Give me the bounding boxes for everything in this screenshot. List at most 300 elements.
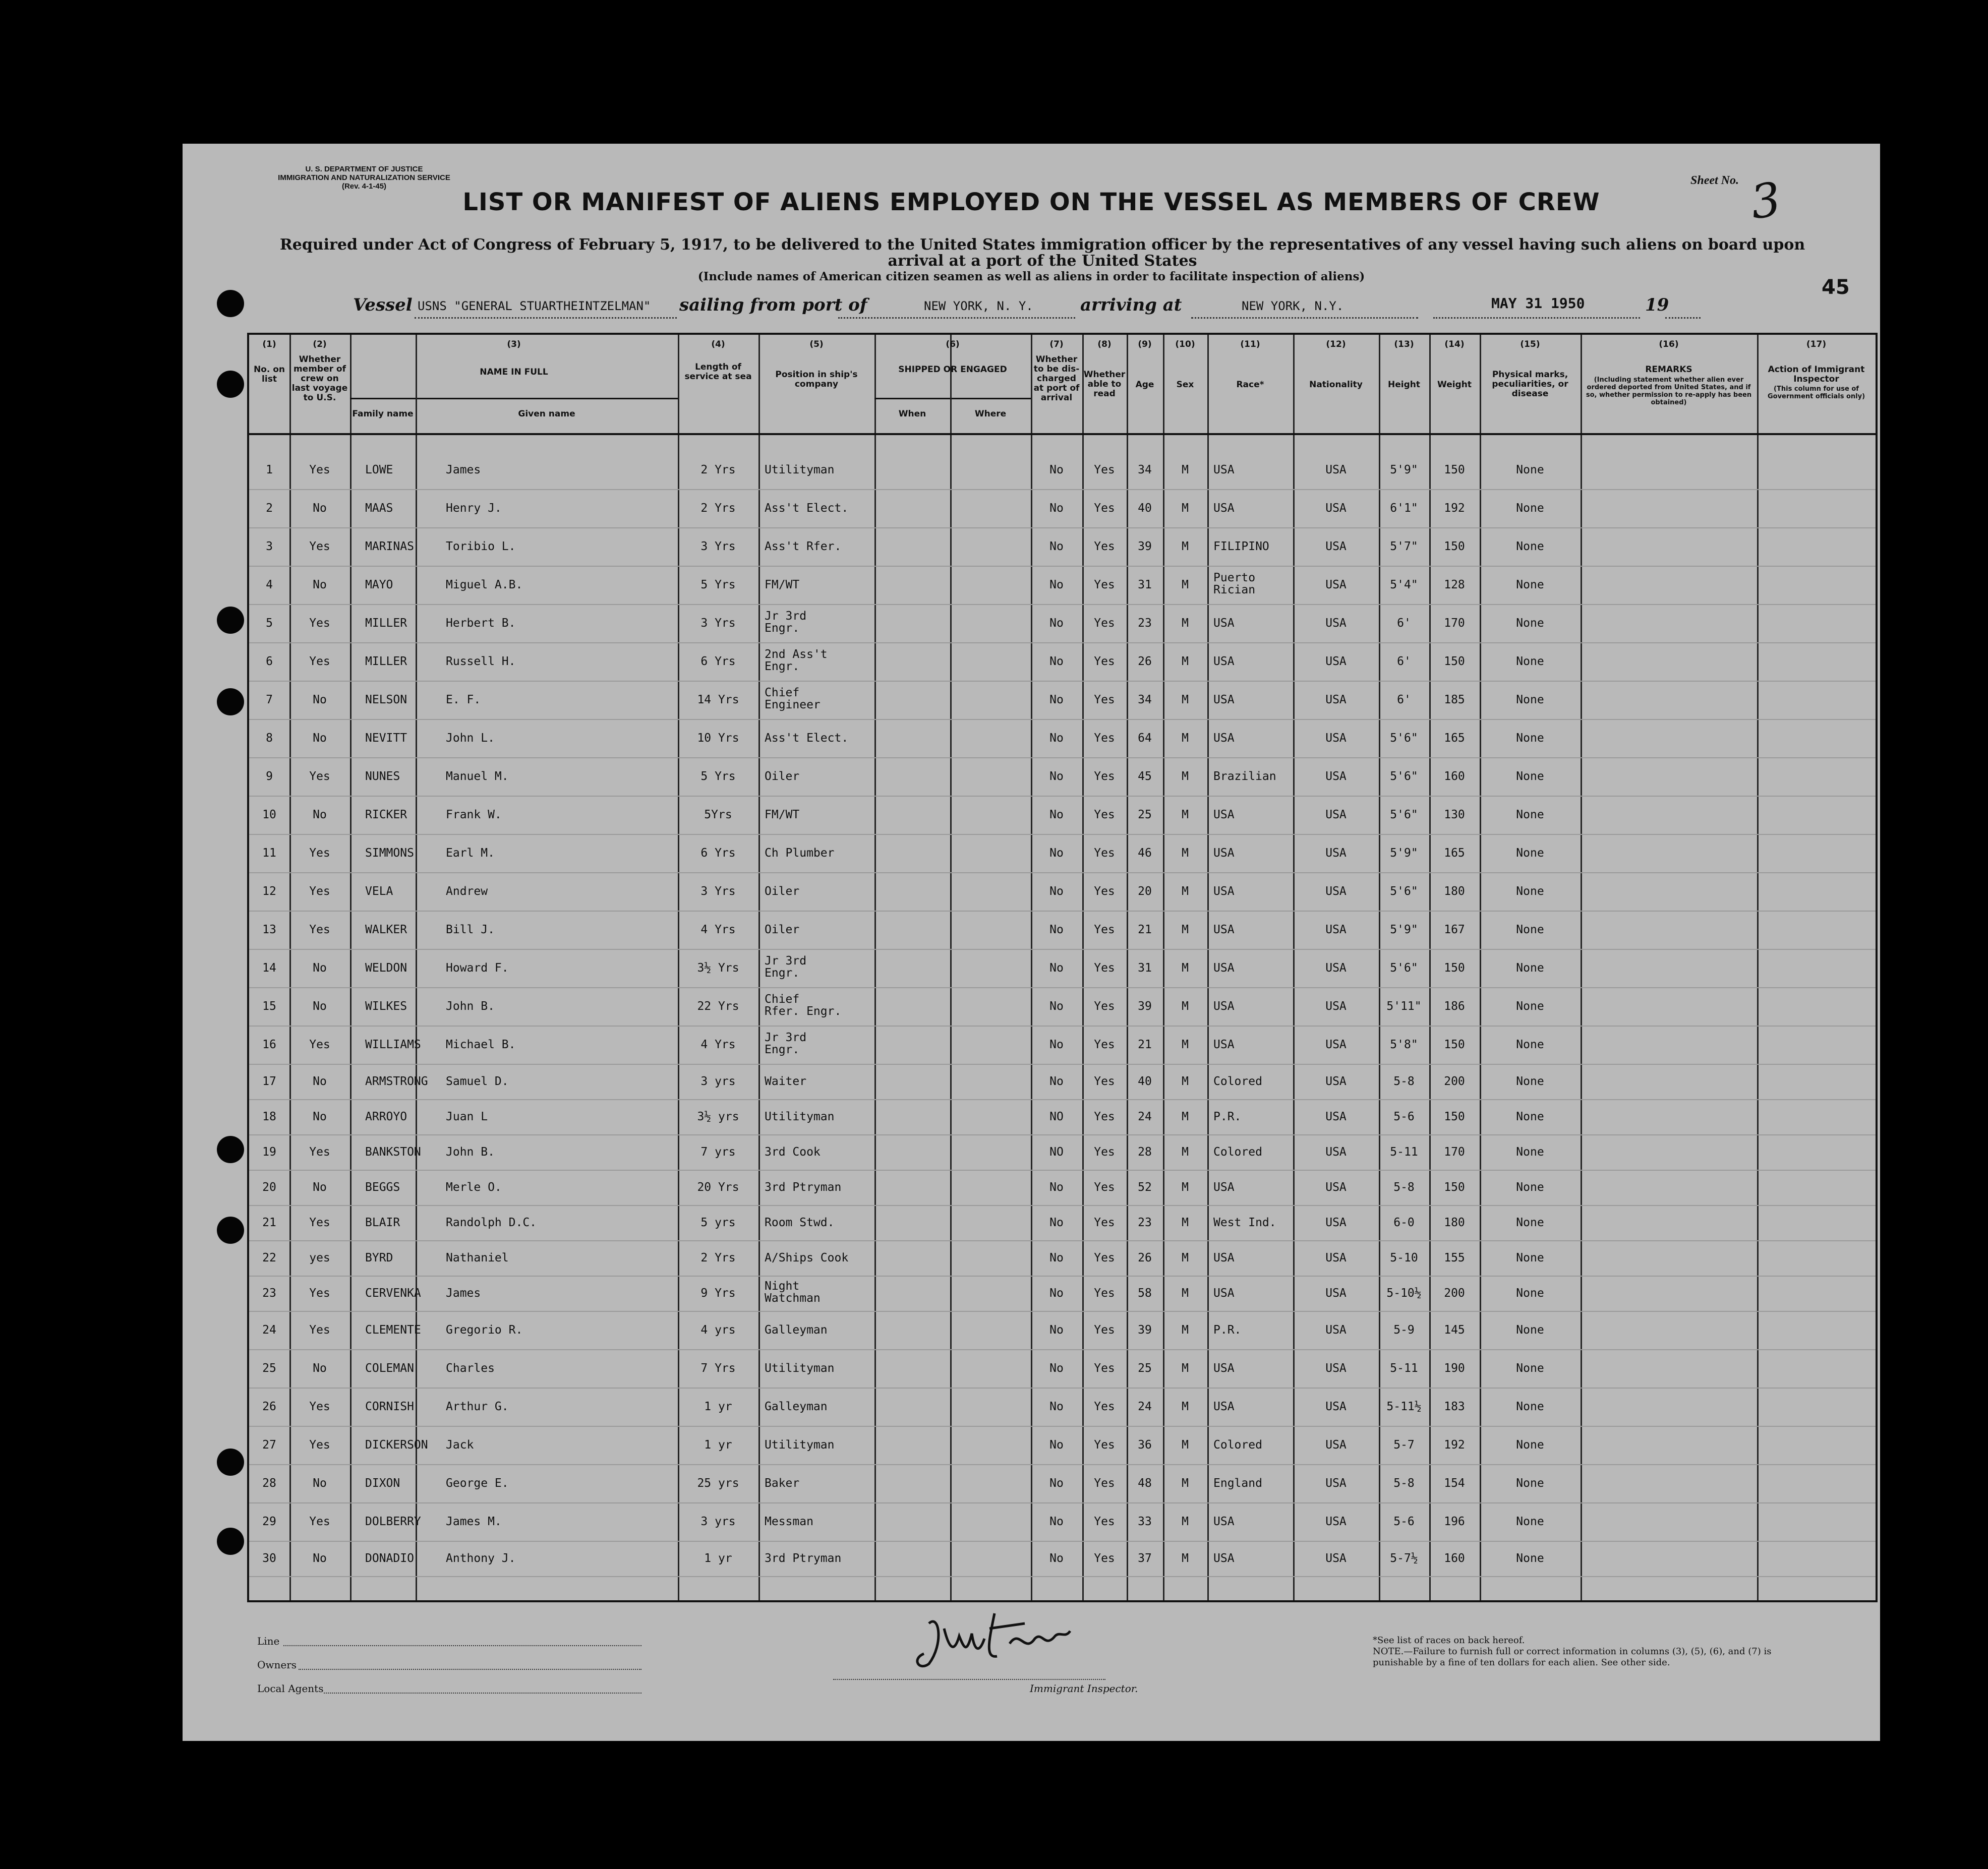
crew-weight-cell: 183 (1444, 1400, 1465, 1413)
crew-age-cell: 26 (1138, 655, 1152, 668)
row-number: 19 (262, 1145, 276, 1159)
crew-marks-cell: None (1516, 578, 1544, 591)
crew-position-cell: 2nd Ass't Engr. (765, 648, 828, 673)
crew-marks-cell: None (1516, 693, 1544, 706)
crew-race-cell: USA (1213, 1287, 1235, 1300)
crew-race-cell: USA (1213, 1251, 1235, 1264)
crew-nat-cell: USA (1325, 770, 1347, 783)
crew-height-cell: 5-10½ (1386, 1287, 1422, 1300)
column-header: (15) (1520, 339, 1540, 349)
arriving-port: NEW YORK, N.Y. (1242, 299, 1344, 313)
row-number: 4 (266, 578, 273, 591)
crew-sex-cell: M (1182, 693, 1189, 706)
crew-marks-cell: None (1516, 1287, 1544, 1300)
crew-height-cell: 5-11 (1390, 1362, 1418, 1375)
row-number: 27 (262, 1438, 276, 1452)
crew-given-cell: E. F. (446, 693, 481, 706)
row-number: 9 (266, 770, 273, 783)
crew-given-cell: Charles (446, 1362, 495, 1375)
crew-nat-cell: USA (1325, 1400, 1347, 1413)
fine-note: NOTE.—Failure to furnish full or correct information in columns (3), (5), (6), and (7) is punishable by a fine of ten dollars for each alien. See other side. (1373, 1646, 1772, 1668)
crew-marks-cell: None (1516, 1362, 1544, 1375)
crew-given-cell: Anthony J. (446, 1552, 516, 1565)
crew-disch-cell: No (1049, 808, 1064, 821)
crew-service-cell: 7 Yrs (700, 1362, 736, 1375)
crew-height-cell: 5'9" (1390, 923, 1418, 936)
crew-height-cell: 5'6" (1390, 961, 1418, 975)
crew-race-cell: USA (1213, 732, 1235, 745)
row-number: 2 (266, 502, 273, 515)
crew-nat-cell: USA (1325, 847, 1347, 860)
crew-read-cell: Yes (1094, 693, 1115, 706)
crew-family-cell: DONADIO (365, 1552, 414, 1565)
crew-marks-cell: None (1516, 732, 1544, 745)
crew-last-cell: No (313, 1075, 327, 1088)
crew-sex-cell: M (1182, 847, 1189, 860)
crew-given-cell: James M. (446, 1515, 502, 1528)
crew-disch-cell: No (1049, 502, 1064, 515)
crew-service-cell: 6 Yrs (700, 655, 736, 668)
crew-read-cell: Yes (1094, 1145, 1115, 1159)
crew-weight-cell: 160 (1444, 1552, 1465, 1565)
crew-disch-cell: No (1049, 1323, 1064, 1337)
crew-age-cell: 40 (1138, 502, 1152, 515)
row-rule (249, 1541, 1876, 1542)
crew-sex-cell: M (1182, 1216, 1189, 1229)
crew-sex-cell: M (1182, 1362, 1189, 1375)
column-header: Sex (1176, 380, 1194, 390)
crew-disch-cell: No (1049, 1400, 1064, 1413)
crew-marks-cell: None (1516, 1552, 1544, 1565)
signature-rule (833, 1679, 1105, 1680)
crew-read-cell: Yes (1094, 1251, 1115, 1264)
races-note: *See list of races on back hereof. (1373, 1635, 1525, 1646)
crew-height-cell: 5-8 (1393, 1477, 1415, 1490)
crew-position-cell: Oiler (765, 885, 800, 898)
crew-marks-cell: None (1516, 1477, 1544, 1490)
row-number: 29 (262, 1515, 276, 1528)
crew-weight-cell: 192 (1444, 1438, 1465, 1452)
column-header: Length of service at sea (684, 362, 752, 382)
crew-nat-cell: USA (1325, 923, 1347, 936)
crew-race-cell: USA (1213, 1038, 1235, 1051)
crew-read-cell: Yes (1094, 540, 1115, 553)
crew-race-cell: West Ind. (1213, 1216, 1276, 1229)
crew-weight-cell: 185 (1444, 693, 1465, 706)
crew-height-cell: 5'6" (1390, 770, 1418, 783)
crew-given-cell: Manuel M. (446, 770, 509, 783)
crew-position-cell: Ch Plumber (765, 847, 835, 860)
arrival-date: MAY 31 1950 (1491, 295, 1585, 312)
row-number: 26 (262, 1400, 276, 1413)
crew-marks-cell: None (1516, 463, 1544, 476)
crew-position-cell: Galleyman (765, 1323, 828, 1337)
crew-marks-cell: None (1516, 1251, 1544, 1264)
column-rule (950, 335, 952, 1600)
crew-given-cell: Nathaniel (446, 1251, 509, 1264)
crew-height-cell: 5-8 (1393, 1075, 1415, 1088)
column-rule (1207, 335, 1209, 1600)
row-rule (249, 1240, 1876, 1241)
crew-disch-cell: No (1049, 540, 1064, 553)
row-rule (249, 796, 1876, 797)
crew-read-cell: Yes (1094, 463, 1115, 476)
crew-family-cell: WILLIAMS (365, 1038, 421, 1051)
year-label: 19 (1645, 295, 1669, 315)
column-header: (3) (507, 339, 521, 349)
crew-family-cell: DIXON (365, 1477, 400, 1490)
crew-height-cell: 5-6 (1393, 1110, 1415, 1123)
row-number: 1 (266, 463, 273, 476)
crew-height-cell: 5-8 (1393, 1181, 1415, 1194)
row-rule (249, 1064, 1876, 1065)
crew-age-cell: 39 (1138, 1000, 1152, 1013)
crew-read-cell: Yes (1094, 1552, 1115, 1565)
row-rule (249, 834, 1876, 835)
crew-position-cell: Utilityman (765, 463, 835, 476)
row-rule (249, 719, 1876, 720)
column-header: (4) (711, 339, 725, 349)
crew-weight-cell: 165 (1444, 847, 1465, 860)
crew-nat-cell: USA (1325, 655, 1347, 668)
column-header: Height (1388, 380, 1420, 390)
column-header: Whether to be dis-charged at port of arrival (1033, 354, 1080, 403)
crew-nat-cell: USA (1325, 1477, 1347, 1490)
row-number: 8 (266, 732, 273, 745)
crew-sex-cell: M (1182, 1038, 1189, 1051)
crew-service-cell: 7 yrs (700, 1145, 736, 1159)
local-agents-label: Local Agents (257, 1682, 324, 1695)
crew-position-cell: Chief Rfer. Engr. (765, 993, 842, 1018)
crew-marks-cell: None (1516, 1438, 1544, 1452)
crew-read-cell: Yes (1094, 1038, 1115, 1051)
crew-last-cell: No (313, 1477, 327, 1490)
crew-age-cell: 58 (1138, 1287, 1152, 1300)
crew-position-cell: Utilityman (765, 1110, 835, 1123)
crew-service-cell: 14 Yrs (697, 693, 739, 706)
crew-weight-cell: 170 (1444, 617, 1465, 630)
crew-family-cell: NUNES (365, 770, 400, 783)
crew-position-cell: A/Ships Cook (765, 1251, 849, 1264)
crew-weight-cell: 192 (1444, 502, 1465, 515)
crew-read-cell: Yes (1094, 732, 1115, 745)
crew-given-cell: Randolph D.C. (446, 1216, 537, 1229)
crew-weight-cell: 150 (1444, 1181, 1465, 1194)
crew-last-cell: No (313, 1181, 327, 1194)
column-header: When (898, 409, 926, 419)
crew-age-cell: 23 (1138, 617, 1152, 630)
row-rule (249, 642, 1876, 643)
crew-race-cell: USA (1213, 502, 1235, 515)
crew-read-cell: Yes (1094, 578, 1115, 591)
crew-marks-cell: None (1516, 847, 1544, 860)
crew-nat-cell: USA (1325, 732, 1347, 745)
row-number: 11 (262, 847, 276, 860)
crew-nat-cell: USA (1325, 1438, 1347, 1452)
crew-last-cell: Yes (309, 1216, 330, 1229)
agency-line: IMMIGRATION AND NATURALIZATION SERVICE (278, 173, 450, 182)
crew-race-cell: England (1213, 1477, 1262, 1490)
crew-last-cell: No (313, 1000, 327, 1013)
crew-sex-cell: M (1182, 1552, 1189, 1565)
crew-sex-cell: M (1182, 617, 1189, 630)
crew-nat-cell: USA (1325, 463, 1347, 476)
crew-last-cell: Yes (309, 1287, 330, 1300)
crew-age-cell: 46 (1138, 847, 1152, 860)
crew-race-cell: USA (1213, 693, 1235, 706)
crew-last-cell: Yes (309, 1400, 330, 1413)
crew-age-cell: 26 (1138, 1251, 1152, 1264)
crew-age-cell: 39 (1138, 1323, 1152, 1337)
punch-hole (217, 371, 244, 398)
crew-given-cell: Bill J. (446, 923, 495, 936)
column-header: (5) (809, 339, 824, 349)
crew-service-cell: 1 yr (704, 1552, 732, 1565)
crew-last-cell: Yes (309, 463, 330, 476)
crew-service-cell: 22 Yrs (697, 1000, 739, 1013)
sailing-label: sailing from port of (679, 295, 867, 315)
crew-weight-cell: 180 (1444, 885, 1465, 898)
column-header: (9) (1138, 339, 1152, 349)
row-rule (249, 1205, 1876, 1206)
row-rule (249, 987, 1876, 988)
crew-nat-cell: USA (1325, 1000, 1347, 1013)
crew-nat-cell: USA (1325, 885, 1347, 898)
crew-disch-cell: No (1049, 885, 1064, 898)
crew-height-cell: 5'7" (1390, 540, 1418, 553)
column-header: Weight (1437, 380, 1472, 390)
crew-position-cell: Chief Engineer (765, 686, 821, 711)
crew-disch-cell: No (1049, 463, 1064, 476)
crew-marks-cell: None (1516, 770, 1544, 783)
crew-height-cell: 5'9" (1390, 463, 1418, 476)
row-number: 14 (262, 961, 276, 975)
column-header: (12) (1326, 339, 1346, 349)
crew-service-cell: 3 Yrs (700, 885, 736, 898)
row-rule (249, 527, 1876, 528)
crew-sex-cell: M (1182, 578, 1189, 591)
crew-weight-cell: 150 (1444, 1038, 1465, 1051)
manifest-sheet (183, 144, 1880, 1741)
column-header: NAME IN FULL (480, 367, 548, 377)
crew-last-cell: Yes (309, 655, 330, 668)
crew-position-cell: Waiter (765, 1075, 807, 1088)
crew-age-cell: 34 (1138, 463, 1152, 476)
crew-weight-cell: 154 (1444, 1477, 1465, 1490)
crew-read-cell: Yes (1094, 961, 1115, 975)
crew-height-cell: 5'6" (1390, 732, 1418, 745)
crew-weight-cell: 150 (1444, 655, 1465, 668)
crew-read-cell: Yes (1094, 1515, 1115, 1528)
column-header: Where (974, 409, 1007, 419)
crew-marks-cell: None (1516, 1515, 1544, 1528)
document-subtitle-2: (Include names of American citizen seamen as well as aliens in order to facilitate inspection of aliens) (697, 270, 1365, 283)
crew-height-cell: 6'1" (1390, 502, 1418, 515)
crew-sex-cell: M (1182, 1000, 1189, 1013)
crew-weight-cell: 150 (1444, 540, 1465, 553)
crew-disch-cell: No (1049, 578, 1064, 591)
crew-sex-cell: M (1182, 540, 1189, 553)
row-rule (249, 757, 1876, 758)
crew-position-cell: Ass't Elect. (765, 502, 849, 515)
crew-family-cell: BANKSTON (365, 1145, 421, 1159)
crew-age-cell: 45 (1138, 770, 1152, 783)
crew-disch-cell: No (1049, 1075, 1064, 1088)
row-number: 20 (262, 1181, 276, 1194)
crew-last-cell: No (313, 1552, 327, 1565)
crew-race-cell: FILIPINO (1213, 540, 1269, 553)
crew-family-cell: WILKES (365, 1000, 407, 1013)
crew-read-cell: Yes (1094, 1323, 1115, 1337)
column-header: Given name (518, 409, 575, 419)
crew-race-cell: USA (1213, 1400, 1235, 1413)
crew-position-cell: Ass't Elect. (765, 732, 849, 745)
column-header: (13) (1394, 339, 1414, 349)
crew-disch-cell: No (1049, 1552, 1064, 1565)
crew-age-cell: 36 (1138, 1438, 1152, 1452)
crew-marks-cell: None (1516, 540, 1544, 553)
column-header: Whether member of crew on last voyage to U.S. (291, 354, 348, 403)
crew-family-cell: NEVITT (365, 732, 407, 745)
crew-height-cell: 5-10 (1390, 1251, 1418, 1264)
crew-family-cell: ARROYO (365, 1110, 407, 1123)
crew-sex-cell: M (1182, 1400, 1189, 1413)
crew-service-cell: 2 Yrs (700, 502, 736, 515)
column-header: Race* (1236, 380, 1264, 390)
crew-nat-cell: USA (1325, 578, 1347, 591)
crew-weight-cell: 167 (1444, 923, 1465, 936)
crew-given-cell: Miguel A.B. (446, 578, 523, 591)
column-header: Family name (352, 409, 414, 419)
crew-nat-cell: USA (1325, 1038, 1347, 1051)
crew-disch-cell: No (1049, 1000, 1064, 1013)
row-number: 18 (262, 1110, 276, 1123)
crew-position-cell: 3rd Cook (765, 1145, 821, 1159)
crew-disch-cell: No (1049, 847, 1064, 860)
crew-family-cell: COLEMAN (365, 1362, 414, 1375)
crew-table (247, 333, 1878, 1602)
crew-weight-cell: 130 (1444, 808, 1465, 821)
column-header: Action of Immigrant Inspector (1768, 365, 1865, 384)
row-number: 7 (266, 693, 273, 706)
row-rule (249, 1276, 1876, 1277)
crew-age-cell: 28 (1138, 1145, 1152, 1159)
crew-age-cell: 25 (1138, 1362, 1152, 1375)
crew-disch-cell: No (1049, 1181, 1064, 1194)
crew-position-cell: 3rd Ptryman (765, 1552, 842, 1565)
agency-line: (Rev. 4-1-45) (341, 182, 387, 191)
crew-marks-cell: None (1516, 1000, 1544, 1013)
sheet-label: Sheet No. (1690, 174, 1739, 187)
crew-height-cell: 5-7 (1393, 1438, 1415, 1452)
crew-last-cell: Yes (309, 923, 330, 936)
crew-position-cell: Messman (765, 1515, 813, 1528)
crew-race-cell: P.R. (1213, 1110, 1242, 1123)
column-header: (10) (1175, 339, 1195, 349)
dotted-rule (415, 317, 677, 319)
agency-line: U. S. DEPARTMENT OF JUSTICE (305, 165, 423, 173)
row-rule (249, 1170, 1876, 1171)
document-subtitle: Required under Act of Congress of February 5, 1917, to be delivered to the United States immigration officer by the representatives of any vessel having such aliens on board upon arrival at a port of the United States (279, 236, 1805, 270)
row-number: 22 (262, 1251, 276, 1264)
crew-service-cell: 10 Yrs (697, 732, 739, 745)
crew-read-cell: Yes (1094, 655, 1115, 668)
crew-race-cell: USA (1213, 463, 1235, 476)
row-number: 17 (262, 1075, 276, 1088)
inspector-label: Immigrant Inspector. (1030, 1682, 1138, 1695)
column-rule (758, 335, 760, 1600)
crew-last-cell: No (313, 578, 327, 591)
crew-race-cell: USA (1213, 847, 1235, 860)
crew-marks-cell: None (1516, 923, 1544, 936)
crew-race-cell: Brazilian (1213, 770, 1276, 783)
row-rule (249, 604, 1876, 605)
column-header: Whether able to read (1083, 370, 1126, 399)
crew-read-cell: Yes (1094, 502, 1115, 515)
dotted-rule (283, 1645, 641, 1646)
column-header: (7) (1049, 339, 1064, 349)
crew-given-cell: Howard F. (446, 961, 509, 975)
dotted-rule (1191, 317, 1418, 319)
crew-position-cell: FM/WT (765, 808, 800, 821)
crew-disch-cell: No (1049, 770, 1064, 783)
crew-given-cell: Samuel D. (446, 1075, 509, 1088)
crew-disch-cell: No (1049, 961, 1064, 975)
crew-height-cell: 5'6" (1390, 885, 1418, 898)
row-number: 23 (262, 1287, 276, 1300)
column-header: Position in ship's company (775, 370, 858, 389)
crew-service-cell: 25 yrs (697, 1477, 739, 1490)
crew-marks-cell: None (1516, 1216, 1544, 1229)
crew-family-cell: BLAIR (365, 1216, 400, 1229)
crew-race-cell: USA (1213, 1515, 1235, 1528)
crew-read-cell: Yes (1094, 885, 1115, 898)
crew-marks-cell: None (1516, 1145, 1544, 1159)
inspector-signature (909, 1608, 1075, 1674)
crew-position-cell: Ass't Rfer. (765, 540, 842, 553)
crew-age-cell: 24 (1138, 1110, 1152, 1123)
row-rule (249, 1502, 1876, 1503)
crew-disch-cell: No (1049, 1251, 1064, 1264)
crew-given-cell: John L. (446, 732, 495, 745)
crew-family-cell: CERVENKA (365, 1287, 421, 1300)
column-header: (16) (1659, 339, 1679, 349)
crew-disch-cell: No (1049, 732, 1064, 745)
crew-nat-cell: USA (1325, 808, 1347, 821)
crew-position-cell: Night Watchman (765, 1280, 821, 1305)
crew-disch-cell: No (1049, 655, 1064, 668)
crew-last-cell: No (313, 808, 327, 821)
row-number: 5 (266, 617, 273, 630)
row-rule (249, 489, 1876, 490)
crew-family-cell: WELDON (365, 961, 407, 975)
crew-age-cell: 31 (1138, 961, 1152, 975)
crew-age-cell: 21 (1138, 923, 1152, 936)
crew-service-cell: 6 Yrs (700, 847, 736, 860)
crew-race-cell: USA (1213, 1362, 1235, 1375)
header-rule (874, 398, 1031, 399)
row-rule (249, 681, 1876, 682)
crew-position-cell: Oiler (765, 770, 800, 783)
crew-read-cell: Yes (1094, 808, 1115, 821)
crew-given-cell: Earl M. (446, 847, 495, 860)
crew-position-cell: Utilityman (765, 1362, 835, 1375)
crew-weight-cell: 170 (1444, 1145, 1465, 1159)
crew-given-cell: Juan L (446, 1110, 488, 1123)
crew-weight-cell: 180 (1444, 1216, 1465, 1229)
crew-service-cell: 20 Yrs (697, 1181, 739, 1194)
crew-race-cell: Puerto Rician (1213, 571, 1256, 596)
